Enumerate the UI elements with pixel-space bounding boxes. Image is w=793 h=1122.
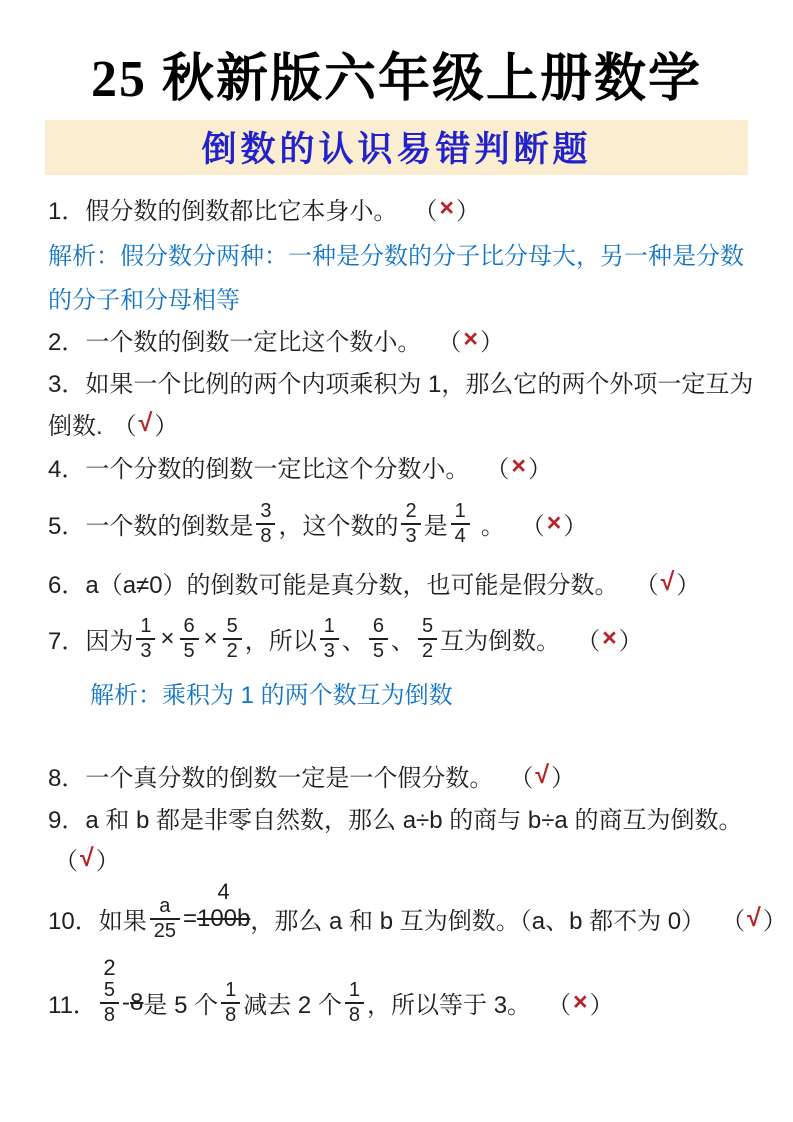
question-5-text4: 。 [480,513,505,541]
close-paren: ） [618,628,643,656]
question-7-text3: 互为倒数。 [440,628,561,656]
fraction-1-8: $\frac{1}{8}$ [345,979,364,1027]
analysis-1-line1 [48,231,748,277]
question-11-text1: 是 5 个 [143,992,219,1020]
close-paren: ） [95,848,120,876]
question-7-text1: 7．因为 [48,628,134,656]
fraction-5-2: $\frac{5}{2}$ [223,615,242,663]
close-paren: ） [527,456,552,484]
wrong-mark: × [546,509,562,538]
question-11-text2: 减去 2 个 [243,992,342,1020]
close-paren: ） [762,908,787,936]
question-2 [48,319,748,361]
question-9-line1 [48,797,748,839]
analysis-1-text2: 的分子和分母相等 [48,287,240,315]
question-3-line2 [48,403,748,445]
question-4-text: 4．一个分数的倒数一定比这个分数小。 [48,456,470,484]
answer-mark-11 [547,985,614,1020]
question-8 [48,755,748,797]
struck-text: 8 [130,988,144,1016]
answer-mark-5 [521,506,588,541]
question-8-text: 8．一个真分数的倒数一定是一个假分数。 [48,765,494,793]
fraction-5-8: $\frac{5}{8}$ [100,979,119,1027]
question-3-line1 [48,361,754,403]
fraction-1-4: $\frac{1}{4}$ [451,500,470,548]
answer-mark-6 [635,565,701,600]
blank-gap [48,715,748,755]
question-9-line2 [48,839,748,879]
struck-text: 100b [196,904,251,932]
subtitle-banner [45,120,748,175]
open-paren: （ [485,456,510,484]
fraction-6-5: $\frac{6}{5}$ [180,615,199,663]
close-paren: ） [676,572,701,600]
open-paren: （ [509,765,534,793]
open-paren: （ [634,572,659,600]
fraction-1-3: $\frac{1}{3}$ [136,615,155,663]
question-5 [48,489,748,559]
question-4 [48,445,748,489]
answer-mark-8 [509,758,575,793]
close-paren: ） [563,513,588,541]
list-separator: 、 [341,628,366,656]
check-mark: √ [660,568,675,597]
wrong-mark: × [573,988,588,1017]
answer-mark-4 [485,449,552,484]
list-separator: 、 [391,628,416,656]
question-11 [48,954,748,1047]
question-11-text3: ，所以等于 3。 [367,992,532,1020]
check-mark: √ [535,761,550,790]
minus-sign: - [122,988,131,1016]
open-paren: （ [721,908,746,936]
open-paren: （ [54,848,78,876]
question-3-text2: 倒数. [48,413,103,441]
close-paren: ） [479,329,504,357]
answer-mark-10 [721,901,787,936]
question-7 [48,607,748,671]
wrong-mark: × [511,452,526,481]
answer-mark-7 [576,621,643,656]
page-title: 25 秋新版六年级上册数学 [90,51,702,108]
question-2-text: 2．一个数的倒数一定比这个数小。 [48,329,422,357]
question-5-text2: ，这个数的 [278,513,399,541]
wrong-mark: × [439,194,454,223]
check-mark: √ [747,904,761,933]
fraction-3-8: $\frac{3}{8}$ [256,500,275,548]
equals-sign: = [182,904,197,932]
multiply-sign: × [203,624,218,652]
check-mark: √ [80,844,94,873]
analysis-7-text: 解析：乘积为 1 的两个数互为倒数 [90,682,453,710]
question-9-text: 9．a 和 b 都是非零自然数，那么 a÷b 的商与 b÷a 的商互为倒数。 [48,807,743,835]
fraction-6-5: $\frac{6}{5}$ [369,615,388,663]
analysis-7 [48,671,748,715]
corrected-term [196,878,251,933]
question-6 [48,559,748,607]
annotated-fraction [97,954,122,1027]
wrong-mark: × [602,624,617,653]
correction-note: 4 [217,878,230,904]
multiply-sign: × [160,624,175,652]
analysis-1-line2 [48,277,748,319]
open-paren: （ [520,513,545,541]
question-3-text1: 3．如果一个比例的两个内项乘积为 1，那么它的两个外项一定互为 [48,371,754,399]
open-paren: （ [112,413,137,441]
fraction-2-3: $\frac{2}{3}$ [401,500,420,548]
close-paren: ） [589,992,614,1020]
answer-mark-9 [54,841,120,876]
fraction-a-25: $\frac{a}{25}$ [150,895,180,943]
correction-note: 2 [103,954,116,980]
open-paren: （ [413,198,438,226]
open-paren: （ [437,329,462,357]
close-paren: ） [154,413,179,441]
subtitle-text: 倒数的认识易错判断题 [201,130,592,170]
answer-mark-1 [413,191,480,226]
fraction-1-8: $\frac{1}{8}$ [221,979,240,1027]
analysis-1-text1: 解析：假分数分两种：一种是分数的分子比分母大，另一种是分数 [48,243,744,271]
close-paren: ） [455,198,480,226]
answer-mark-3 [113,406,179,441]
fraction-1-3: $\frac{1}{3}$ [320,615,339,663]
question-10 [48,878,787,959]
question-5-text3: 是 [423,513,448,541]
question-11-number: 11． [48,992,97,1020]
question-5-text1: 5．一个数的倒数是 [48,513,254,541]
open-paren: （ [547,992,572,1020]
wrong-mark: × [463,325,478,354]
check-mark: √ [138,409,153,438]
answer-mark-2 [437,322,504,357]
question-list [0,187,793,1047]
question-6-text: 6．a（a≠0）的倒数可能是真分数，也可能是假分数。 [48,572,619,600]
question-1-text: 1．假分数的倒数都比它本身小。 [48,198,398,226]
question-10-text2: ，那么 a 和 b 互为倒数。（a、b 都不为 0） [250,908,706,936]
question-7-text2: ，所以 [244,628,317,656]
open-paren: （ [576,628,601,656]
fraction-5-2: $\frac{5}{2}$ [418,615,437,663]
question-10-text1: 10．如果 [48,908,147,936]
close-paren: ） [551,765,576,793]
question-1 [48,187,748,231]
